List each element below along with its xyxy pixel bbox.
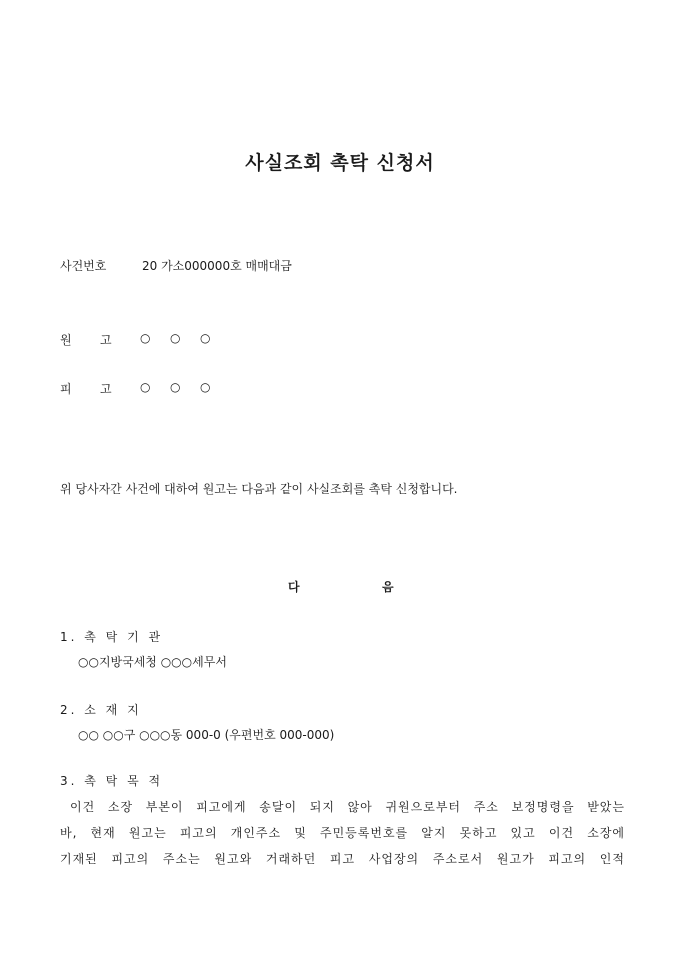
section-heading: 2. 소 재 지 bbox=[60, 703, 142, 717]
section-body: ○○ ○○구 ○○○동 000-0 (우편번호 000-000) bbox=[78, 728, 335, 742]
defendant-name bbox=[140, 380, 230, 394]
section-body: ○○지방국세청 ○○○세무서 bbox=[78, 655, 227, 669]
purpose-paragraph bbox=[60, 794, 625, 872]
section-heading: 3. 촉 탁 목 적 bbox=[60, 774, 164, 788]
plaintiff-name bbox=[140, 331, 230, 345]
case-number-label: 사건번호 bbox=[60, 259, 107, 273]
defendant-label bbox=[60, 380, 112, 397]
plaintiff-label bbox=[60, 331, 112, 348]
case-number-value: 20 가소000000호 매매대금 bbox=[142, 259, 292, 273]
paragraph-line: 바, 현재 원고는 피고의 개인주소 및 주민등록번호를 알지 못하고 있고 이건 소장에 bbox=[60, 826, 625, 840]
section-heading: 1. 촉 탁 기 관 bbox=[60, 630, 164, 644]
document-title: 사실조회 촉탁 신청서 bbox=[245, 152, 435, 174]
plaintiff-label-char2: 고 bbox=[100, 333, 112, 347]
defendant-name-char: ○ bbox=[170, 380, 181, 394]
intro-sentence: 위 당사자간 사건에 대하여 원고는 다음과 같이 사실조회를 촉탁 신청합니다. bbox=[60, 482, 458, 496]
paragraph-line: 기재된 피고의 주소는 원고와 거래하던 피고 사업장의 주소로서 원고가 피고의 인적 bbox=[60, 852, 625, 866]
defendant-label-char1: 피 bbox=[60, 382, 72, 396]
defendant-name-char: ○ bbox=[140, 380, 151, 394]
paragraph-line: 이건 소장 부본이 피고에게 송달이 되지 않아 귀원으로부터 주소 보정명령을 받았는 bbox=[70, 800, 625, 814]
defendant-label-char2: 고 bbox=[100, 382, 112, 396]
plaintiff-label-char1: 원 bbox=[60, 333, 72, 347]
plaintiff-name-char: ○ bbox=[140, 331, 151, 345]
heading-left-char: 다 bbox=[288, 580, 300, 594]
plaintiff-name-char: ○ bbox=[200, 331, 211, 345]
heading-right-char: 음 bbox=[382, 580, 394, 594]
defendant-name-char: ○ bbox=[200, 380, 211, 394]
plaintiff-name-char: ○ bbox=[170, 331, 181, 345]
